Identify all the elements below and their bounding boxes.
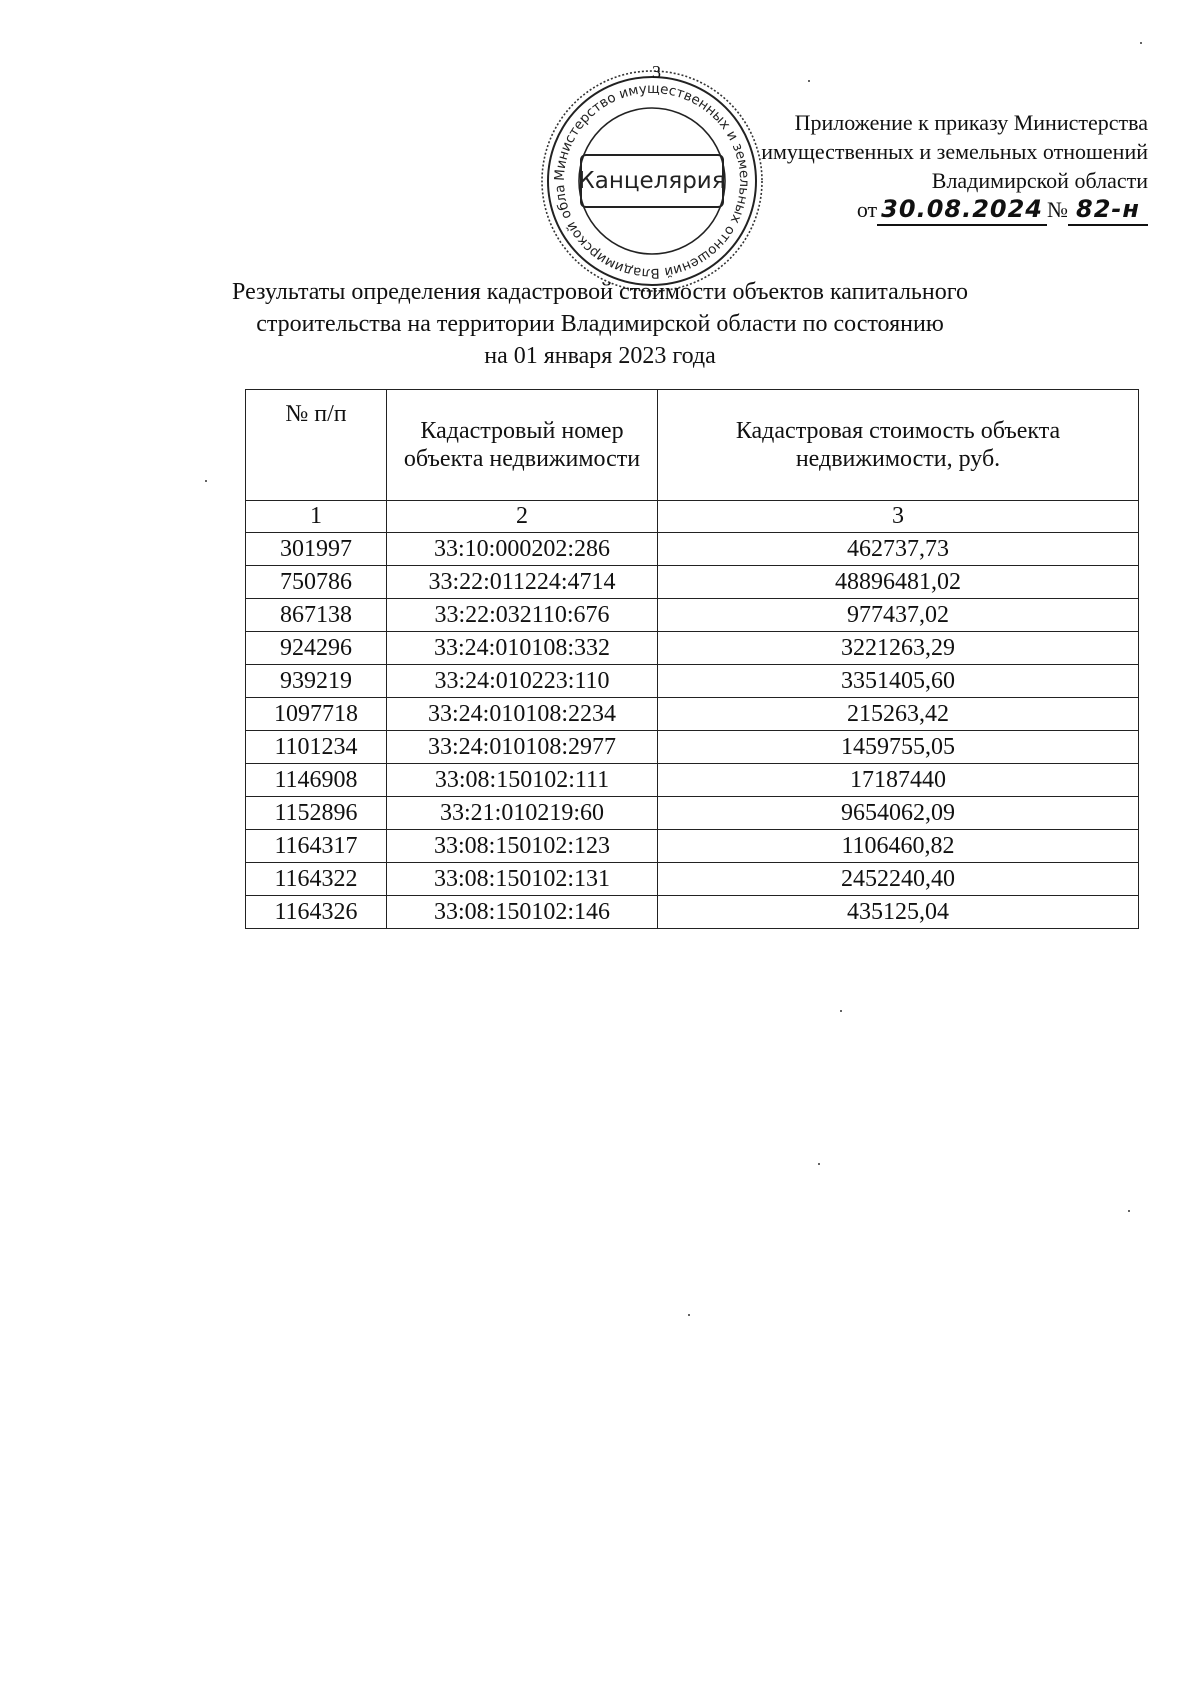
cadastral-number-cell: 33:08:150102:131 — [387, 863, 658, 896]
index-cell: 2 — [387, 501, 658, 533]
cadastral-value-cell: 17187440 — [658, 764, 1139, 797]
number-prefix: № — [1047, 197, 1068, 222]
cadastral-value-cell: 3221263,29 — [658, 632, 1139, 665]
row-number-cell: 1152896 — [246, 797, 387, 830]
cadastral-number-cell: 33:21:010219:60 — [387, 797, 658, 830]
table-row — [246, 566, 1139, 599]
row-number-cell: 1101234 — [246, 731, 387, 764]
row-number-cell: 1164322 — [246, 863, 387, 896]
cadastral-number-cell: 33:24:010223:110 — [387, 665, 658, 698]
scan-speck — [840, 1010, 842, 1012]
cadastral-value-cell: 435125,04 — [658, 896, 1139, 929]
row-number-cell: 301997 — [246, 533, 387, 566]
row-number-cell: 1146908 — [246, 764, 387, 797]
cadastral-value-cell: 9654062,09 — [658, 797, 1139, 830]
handwritten-number: 82-н — [1068, 195, 1148, 226]
document-title — [180, 276, 1020, 372]
header-cell-number: № п/п — [246, 390, 387, 501]
row-number-cell: 924296 — [246, 632, 387, 665]
cadastral-number-cell: 33:24:010108:2977 — [387, 731, 658, 764]
scan-speck — [1140, 42, 1142, 44]
date-prefix: от — [856, 197, 878, 222]
table-row — [246, 863, 1139, 896]
scan-speck — [688, 1314, 690, 1316]
cadastral-number-cell: 33:10:000202:286 — [387, 533, 658, 566]
table-row — [246, 632, 1139, 665]
cadastral-value-cell: 462737,73 — [658, 533, 1139, 566]
page-number: 3 — [652, 62, 661, 82]
title-line-3: на 01 января 2023 года — [484, 343, 716, 369]
title-line-2: строительства на территории Владимирской области по состоянию — [256, 311, 944, 337]
table-row — [246, 731, 1139, 764]
stamp-ring-text: Министерство имущественных и земельных отношений Владимирской обла — [551, 80, 753, 282]
table-row — [246, 764, 1139, 797]
office-stamp — [537, 66, 767, 296]
table-row — [246, 896, 1139, 929]
row-number-cell: 939219 — [246, 665, 387, 698]
cadastral-value-cell: 1106460,82 — [658, 830, 1139, 863]
header-cell-cadastral-value: Кадастровая стоимость объекта недвижимости, руб. — [658, 390, 1139, 501]
cadastral-value-cell: 1459755,05 — [658, 731, 1139, 764]
order-date-number — [857, 195, 1148, 226]
index-cell: 1 — [246, 501, 387, 533]
table-row — [246, 830, 1139, 863]
header-line-1: Приложение к приказу Министерства — [794, 110, 1148, 135]
stamp-center-label: Канцелярия — [580, 154, 724, 208]
scan-speck — [205, 480, 207, 482]
scan-speck — [818, 1163, 820, 1165]
cadastral-number-cell: 33:08:150102:111 — [387, 764, 658, 797]
header-line-3: Владимирской области — [931, 168, 1148, 193]
row-number-cell: 1164317 — [246, 830, 387, 863]
header-cell-cadastral-number: Кадастровый номер объекта недвижимости — [387, 390, 658, 501]
table-header-row — [246, 390, 1139, 501]
cadastral-value-cell: 2452240,40 — [658, 863, 1139, 896]
cadastral-value-cell: 48896481,02 — [658, 566, 1139, 599]
table-row — [246, 698, 1139, 731]
cadastral-number-cell: 33:22:011224:4714 — [387, 566, 658, 599]
cadastral-number-cell: 33:08:150102:123 — [387, 830, 658, 863]
scan-speck — [808, 80, 810, 82]
table-row — [246, 533, 1139, 566]
table-body — [246, 533, 1139, 929]
table-index-row — [246, 501, 1139, 533]
row-number-cell: 867138 — [246, 599, 387, 632]
header-line-2: имущественных и земельных отношений — [761, 139, 1148, 164]
cadastral-number-cell: 33:22:032110:676 — [387, 599, 658, 632]
row-number-cell: 1164326 — [246, 896, 387, 929]
table-row — [246, 665, 1139, 698]
cadastral-number-cell: 33:24:010108:2234 — [387, 698, 658, 731]
cadastral-value-table — [245, 389, 1139, 929]
cadastral-value-cell: 3351405,60 — [658, 665, 1139, 698]
cadastral-value-cell: 215263,42 — [658, 698, 1139, 731]
title-line-1: Результаты определения кадастровой стоимости объектов капитального — [232, 279, 968, 305]
cadastral-value-cell: 977437,02 — [658, 599, 1139, 632]
cadastral-number-cell: 33:24:010108:332 — [387, 632, 658, 665]
document-header — [761, 108, 1148, 226]
scan-speck — [1128, 1210, 1130, 1212]
table-row — [246, 599, 1139, 632]
row-number-cell: 1097718 — [246, 698, 387, 731]
handwritten-date: 30.08.2024 — [877, 195, 1047, 226]
row-number-cell: 750786 — [246, 566, 387, 599]
index-cell: 3 — [658, 501, 1139, 533]
cadastral-number-cell: 33:08:150102:146 — [387, 896, 658, 929]
table-row — [246, 797, 1139, 830]
